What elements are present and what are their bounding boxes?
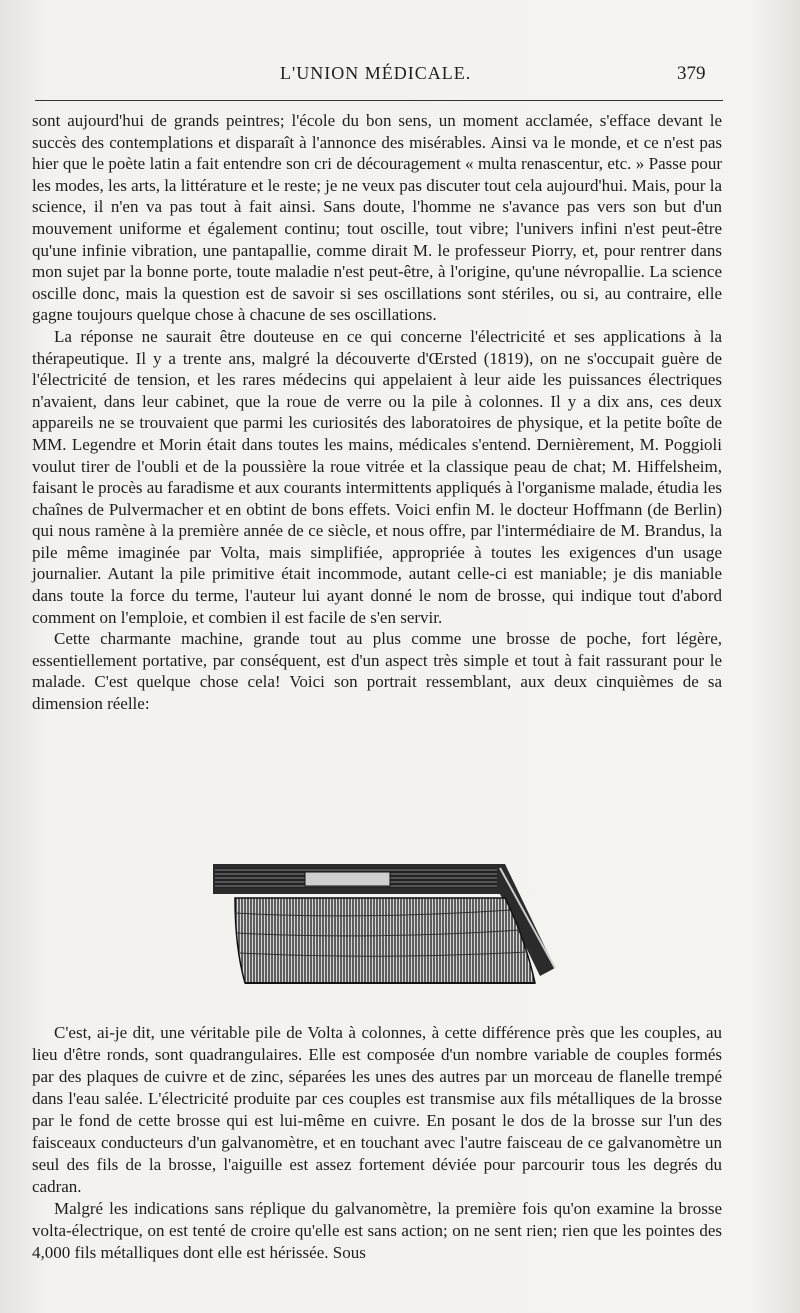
paragraph-4: C'est, ai-je dit, une véritable pile de Volta à colonnes, à cette différence près que les couples, au lieu d'être ronds, sont quadrangulaires. Elle est composée d'un nombre variable de couples formés par des plaques de cuivre et de zinc, séparées les unes des autres par un morceau de flanelle trempé dans l'eau salée. L'électricité produite par ces couples est transmise aux fils métalliques de la brosse par le fond de cette brosse qui est lui-même en cuivre. En posant le dos de la brosse sur l'un des faisceaux conducteurs d'un galvanomètre, et en touchant avec l'autre faisceau de ce galvanomètre un seul des fils de la brosse, l'aiguille est assez fortement déviée pour parcourir tous les degrés du cadran. <box>32 1023 722 1196</box>
upper-body-text <box>32 110 722 715</box>
paragraph-2: La réponse ne saurait être douteuse en ce qui concerne l'électricité et ses applications à la thérapeutique. Il y a trente ans, malgré la découverte d'Œrsted (1819), on ne s'occupait guère de l'électricité de tension, et les rares médecins qui appelaient à leur aide les puissances électriques n'avaient, dans leur cabinet, que la roue de verre ou la pile à colonnes. Il y a dix ans, ces deux appareils ne se trouvaient que parmi les curiosités des laboratoires de physique, et la petite boîte de MM. Legendre et Morin était dans toutes les mains, médicales s'entend. Dernièrement, M. Poggioli voulut tirer de l'oubli et de la poussière la roue vitrée et la classique peau de chat; M. Hiffelsheim, faisant le procès au faradisme et aux courants intermittents appliqués à l'organisme malade, étudia les chaînes de Pulvermacher et en obtint de bons effets. Voici enfin M. le docteur Hoffmann (de Berlin) qui nous ramène à la première année de ce siècle, et nous offre, par l'intermédiaire de M. Brandus, la pile même imaginée par Volta, mais simplifiée, appropriée à toutes les exigences d'un usage journalier. Autant la pile primitive était incommode, autant celle-ci est maniable; je dis maniable dans toute la force du terme, l'auteur lui ayant donné le nom de brosse, qui indique tout d'abord comment on l'emploie, et combien il est facile de s'en servir. <box>32 326 722 627</box>
paragraph-1: sont aujourd'hui de grands peintres; l'école du bon sens, un moment acclamée, s'efface devant le succès des contemplations et disparaît à l'annonce des misérables. Ainsi va le monde, et ce n'est pas hier que le poète latin a fait entendre son cri de découragement « multa renascentur, etc. » Passe pour les modes, les arts, la littérature et le reste; je ne veux pas discuter tout cela aujourd'hui. Mais, pour la science, il n'en va pas tout à fait ainsi. Sans doute, l'homme ne s'avance pas vers son but d'un mouvement uniforme et également continu; tout oscille, tout vibre; l'univers infini n'est peut-être qu'une infinie vibration, une pantapallie, comme dirait M. le professeur Piorry, et, pour rentrer dans mon sujet par la bonne porte, toute maladie n'est peut-être, à l'origine, qu'une névropallie. La science oscille donc, mais la question est de savoir si ses oscillations sont stériles, ou si, au contraire, elle gagne toujours quelque chose à chacune de ses oscillations. <box>32 111 722 325</box>
volta-brush-illustration <box>205 858 565 998</box>
lower-body-text <box>32 1022 722 1264</box>
page-number: 379 <box>677 63 706 84</box>
page-header <box>0 60 800 90</box>
paragraph-3: Cette charmante machine, grande tout au plus comme une brosse de poche, fort légère, essentiellement portative, par conséquent, est d'un aspect très simple et tout à fait rassurant pour le malade. C'est quelque chose cela! Voici son portrait ressemblant, aux deux cinquièmes de sa dimension réelle: <box>32 629 722 714</box>
running-title: L'UNION MÉDICALE. <box>280 63 472 83</box>
header-rule <box>35 100 723 101</box>
paragraph-5: Malgré les indications sans réplique du galvanomètre, la première fois qu'on examine la brosse volta-électrique, on est tenté de croire qu'elle est sans action; on ne sent rien; rien que les pointes des 4,000 fils métalliques dont elle est hérissée. Sous <box>32 1199 722 1262</box>
